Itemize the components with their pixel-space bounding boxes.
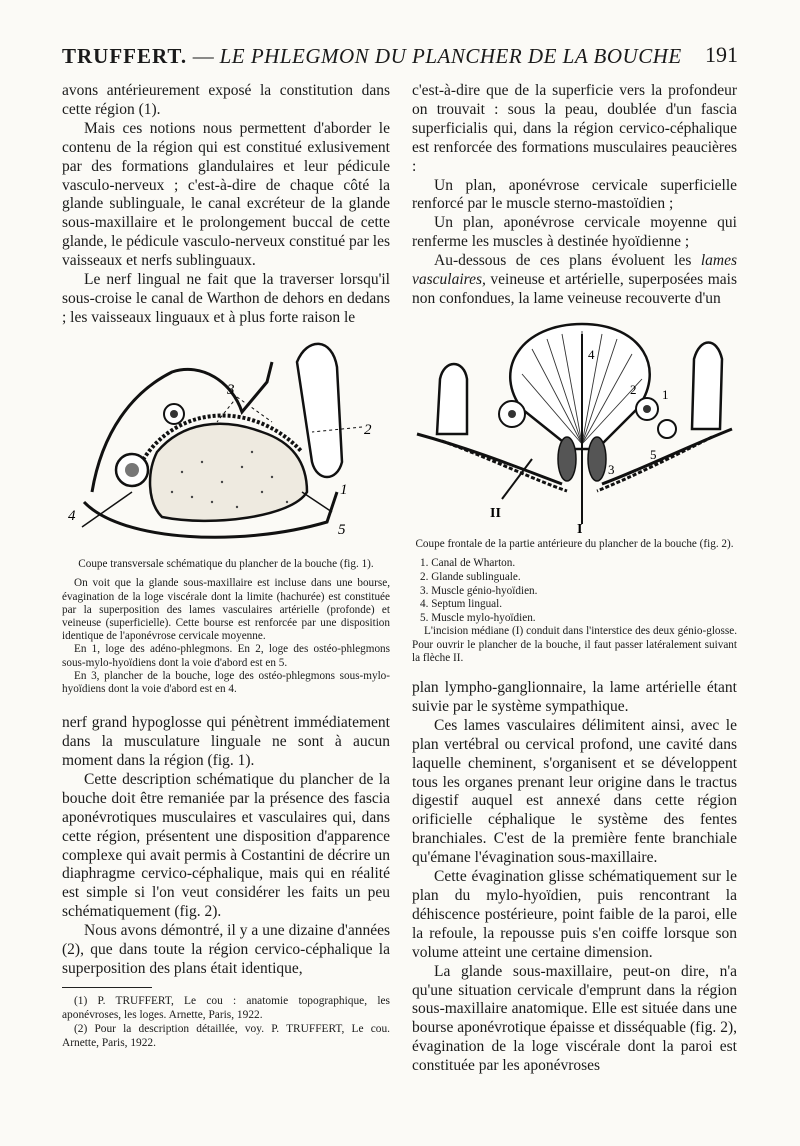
footnote: (2) Pour la description détaillée, voy. P. TRUFFERT, Le cou. Arnette, Paris, 1922.	[62, 1022, 390, 1049]
figure-1-label: 1	[340, 481, 348, 498]
page-number: 191	[705, 42, 738, 67]
paragraph: Nous avons démontré, il y a une dizaine d'années (2), que dans toute la région cervico-céphalique la superposition des plans était identique,	[62, 922, 390, 977]
figure-2	[412, 319, 737, 665]
header-title	[62, 44, 682, 69]
header-dash: —	[192, 44, 215, 68]
paragraph: Ces lames vasculaires délimitent ainsi, avec le plan vertébral ou cervical profond, une cavité dans laquelle cheminent, s'organisent et se développent tous les organes prenant leur origine dans le tractus digestif auquel est annexé dans cette région orificielle céphalique le système des fentes branchiales. C'est de la première fente branchiale qu'émane l'évagination sous-maxillaire.	[412, 716, 737, 867]
header-author: TRUFFERT.	[62, 44, 188, 68]
figure-1-note: En 1, loge des adéno-phlegmons. En 2, loge des ostéo-phlegmons sous-mylo-hyoïdiens dont la voie d'abord est en 5.	[62, 643, 390, 669]
figure-1-note: En 3, plancher de la bouche, loge des ostéo-phlegmons sous-mylo-hyoïdiens dont la voie d'abord est en 4.	[62, 669, 390, 695]
paragraph: Le nerf lingual ne fait que la traverser lorsqu'il sous-croise le canal de Warthon de dehors en dedans ; les vaisseaux linguaux et à plus forte raison le	[62, 271, 390, 326]
legend-item: 3. Muscle génio-hyoïdien.	[420, 584, 538, 597]
figure-2-label: 4	[588, 346, 595, 362]
header-article-title: LE PHLEGMON DU PLANCHER DE LA BOUCHE	[219, 44, 682, 68]
figure-2-legend	[412, 557, 737, 625]
right-column	[412, 82, 737, 1076]
figure-2-label: I	[577, 521, 583, 534]
legend-item: 4. Septum lingual.	[420, 598, 503, 611]
paragraph: Cette description schématique du plancher de la bouche doit être remaniée par la présence des fascia aponévrotiques musculaires et vasculaires qui, dans cette région, présentent une disposition d'apparence complexe qui avait permis à Costantini de décrire un diaphragme cervico-céphalique, mais qui en réalité est simple si l'on veut considérer les faits un peu schématiquement (fig. 2).	[62, 770, 390, 921]
left-column	[62, 82, 390, 1050]
figure-1-note: On voit que la glande sous-maxillaire est incluse dans une bourse, évagination de la loge viscérale dont la limite (hachurée) est constituée par la superposition des lames vasculaires artérielle (profonde) et veineuse (superficielle). Cette bourse est renforcée par une disposition identique de l'aponévrose cervicale moyenne.	[62, 577, 390, 643]
italic-term: lames vasculaires,	[412, 252, 738, 289]
paragraph: Un plan, aponévrose cervicale moyenne qui renferme les muscles à destinée hyoïdienne ;	[412, 214, 737, 251]
paragraph: plan lympho-ganglionnaire, la lame artérielle étant suivie par le système sympathique.	[412, 679, 737, 715]
figure-1-label: 3	[227, 381, 235, 398]
paragraph: avons antérieurement exposé la constitution dans cette région (1).	[62, 82, 390, 118]
legend-item: 2. Glande sublinguale.	[420, 571, 521, 584]
paragraph	[412, 252, 737, 309]
figure-1-illustration	[62, 342, 390, 552]
legend-item: 1. Canal de Wharton.	[420, 557, 516, 570]
footnote: (1) P. TRUFFERT, Le cou : anatomie topographique, les aponévroses, les loges. Arnette, Paris, 1922.	[62, 994, 390, 1021]
running-header	[62, 40, 738, 80]
figure-2-label: 5	[650, 446, 657, 462]
figure-1-label: 2	[364, 421, 372, 438]
legend-item: 5. Muscle mylo-hyoïdien.	[420, 611, 536, 624]
paragraph: c'est-à-dire que de la superficie vers la profondeur on trouvait : sous la peau, doublée d'un fascia superficialis qui, dans la région cervico-céphalique est renforcée des formations musculaires peaucières :	[412, 82, 737, 175]
paragraph: Cette évagination glisse schématiquement sur le plan du mylo-hyoïdien, puis rencontrant la déhiscence postérieure, point faible de la paroi, elle la refoule, la repousse puis s'en coiffe lorsque son volume atteint une certaine dimension.	[412, 868, 737, 961]
text-run: veineuse et artérielle, superposées mais non confondues, la lame veineuse recouverte d'un	[412, 271, 737, 307]
figure-2-illustration	[412, 319, 737, 534]
figure-1-caption: Coupe transversale schématique du plancher de la bouche (fig. 1).	[78, 557, 374, 570]
figure-2-label: II	[490, 505, 501, 521]
figure-2-label: 3	[608, 461, 615, 477]
paragraph: Un plan, aponévrose cervicale superficielle renforcé par le muscle sterno-mastoïdien ;	[412, 176, 737, 213]
footnote-divider	[62, 987, 152, 988]
paragraph: nerf grand hypoglosse qui pénètrent immédiatement dans la musculature linguale ne sont à aucun moment dans la région (fig. 1).	[62, 714, 390, 770]
figure-1	[62, 342, 390, 696]
figure-2-label: 1	[662, 386, 669, 402]
paragraph: Mais ces notions nous permettent d'aborder le contenu de la région qui est constitué exlusivement par des formations glandulaires et leur pédicule vasculo-nerveux ; c'est-à-dire de chaque côté la glande sublinguale, le canal excréteur de la glande sous-maxillaire et le prolongement buccal de cette glande, le pédicule vasculo-nerveux constitué par les vaisseaux et nerfs sublinguaux.	[62, 119, 390, 270]
figure-1-label: 4	[68, 507, 76, 524]
figure-1-label: 5	[338, 521, 346, 538]
figure-2-note: L'incision médiane (I) conduit dans l'interstice des deux génio-glosse. Pour ouvrir le plancher de la bouche, il faut passer latéralement suivant la flèche II.	[412, 625, 737, 664]
figure-2-label: 2	[630, 381, 637, 397]
text-run: Au-dessous de ces plans évoluent les	[434, 252, 692, 270]
figure-2-caption: Coupe frontale de la partie antérieure du plancher de la bouche (fig. 2).	[415, 537, 734, 550]
paragraph: La glande sous-maxillaire, peut-on dire, n'a qu'une situation cervicale d'emprunt dans la région sous-maxillaire anatomique. Elle est située dans une bourse aponévrotique épaisse et disséquable (fig. 2), évagination de la loge viscérale dont la paroi est constituée par les aponévroses	[412, 962, 737, 1075]
